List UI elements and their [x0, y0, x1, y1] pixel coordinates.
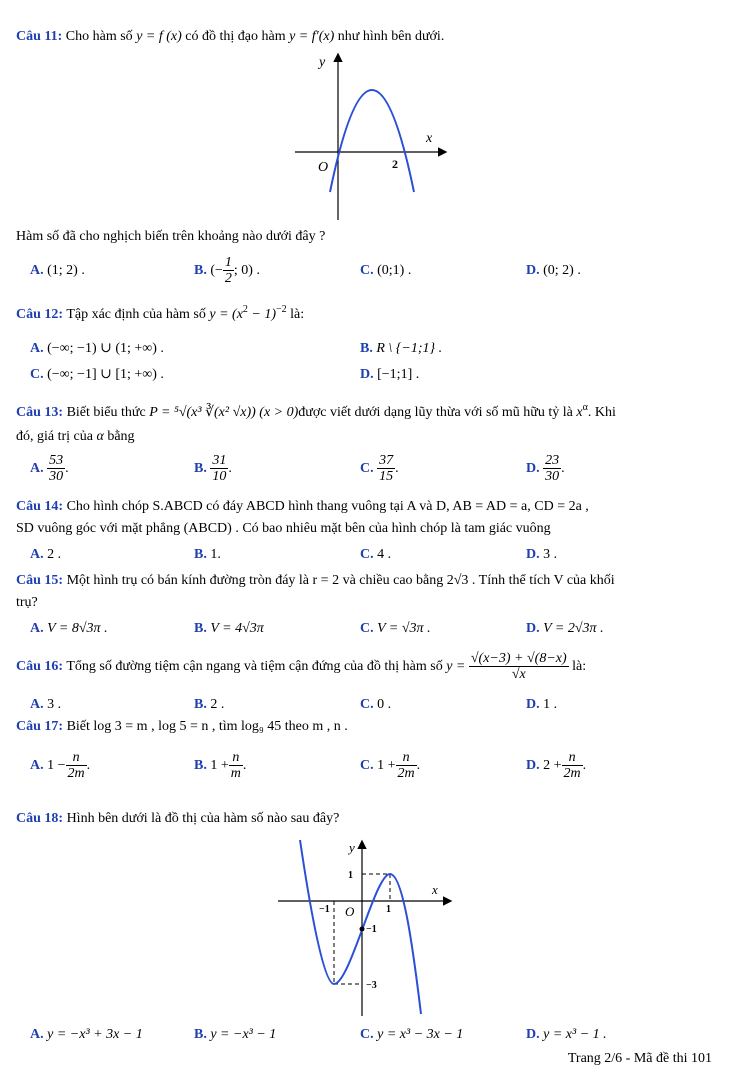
q11-origin-label: O	[318, 160, 329, 175]
q11-option-a[interactable]: A. (1; 2) .	[30, 263, 85, 278]
q14-stem: Câu 14: Cho hình chóp S.ABCD có đáy ABCD hình thang vuông tại A và D, AB = AD = a, CD = 2a ,	[16, 499, 589, 514]
q14-stem-line2: SD vuông góc với mặt phẳng (ABCD) . Có bao nhiêu mặt bên của hình chóp là tam giác vuông	[16, 521, 551, 536]
q15-option-a[interactable]: A. V = 8√3π .	[30, 621, 108, 636]
q11-tick-2: 2	[392, 157, 398, 171]
q16-fraction: $\frac{√(x-3) + √(8-x)}{√x}$	[470, 651, 567, 683]
q15-stem: Câu 15: Một hình trụ có bán kính đường tròn đáy là r = 2 và chiều cao bằng 2√3 . Tính thể tích V của khối	[16, 573, 615, 588]
q13-stem: Câu 13: Biết biểu thức P = ⁵√(x³ ∛(x² √x)) (x > 0)được viết dưới dạng lũy thừa với số mũ hữu tỷ là $x^\alpha$. Khi	[16, 402, 616, 420]
q11-text1: Cho hàm số	[65, 29, 133, 44]
q11-stem	[16, 28, 444, 46]
q18-axis-x-label: x	[432, 882, 438, 897]
q18-tick-y-m3: −3	[366, 980, 377, 991]
q16-stem: Câu 16: Tổng số đường tiệm cận ngang và tiệm cận đứng của đồ thị hàm số y = $\frac{√(x-3) + √(8-x)}{√x}$ là:	[16, 651, 587, 683]
q11-expr2: y = f′(x)	[289, 29, 335, 44]
q12-label: Câu 12:	[16, 307, 64, 322]
q14-option-d[interactable]: D. 3 .	[526, 547, 558, 562]
q18-tick-y-m1: −1	[366, 924, 377, 935]
q16-option-b[interactable]: B. 2 .	[194, 697, 225, 712]
q18-axis-y-label: y	[349, 840, 355, 855]
q18-origin-label: O	[345, 904, 355, 919]
q11-expr1: y = f (x)	[136, 29, 182, 44]
q14-option-a[interactable]: A. 2 .	[30, 547, 62, 562]
q18-option-a[interactable]: A. y = −x³ + 3x − 1	[30, 1027, 143, 1042]
q18-stem: Câu 18: Hình bên dưới là đồ thị của hàm số nào sau đây?	[16, 811, 340, 826]
q12-option-c[interactable]: C. (−∞; −1] ∪ [1; +∞) .	[30, 367, 164, 382]
q11-axis-y-label: y	[319, 55, 326, 70]
q15-option-d[interactable]: D. V = 2√3π .	[526, 621, 604, 636]
q12-stem: Câu 12: Tập xác định của hàm số $y = (x^2 - 1)^{-2}$ là:	[16, 304, 305, 322]
q11-option-c[interactable]: C. (0;1) .	[360, 263, 412, 278]
q14-option-c[interactable]: C. 4 .	[360, 547, 392, 562]
q14-option-b[interactable]: B. 1.	[194, 547, 221, 562]
page-footer: Trang 2/6 - Mã đề thi 101	[567, 1051, 712, 1066]
q18-option-b[interactable]: B. y = −x³ − 1	[194, 1027, 277, 1042]
q18-option-c[interactable]: C. y = x³ − 3x − 1	[360, 1027, 464, 1042]
q17-stem: Câu 17: Biết log 3 = m , log 5 = n , tìm log₉ 45 theo m , n .	[16, 719, 348, 734]
q11-text2: có đồ thị đạo hàm	[185, 29, 286, 44]
q16-option-d[interactable]: D. 1 .	[526, 697, 558, 712]
q18-option-d[interactable]: D. y = x³ − 1 .	[526, 1027, 607, 1042]
q18-point-intercept	[360, 927, 365, 932]
q18-tick-x-m1: −1	[319, 904, 330, 915]
q17-option-b[interactable]: B. 1 + $\frac{n}{m}$ .	[194, 750, 247, 782]
q13-option-c[interactable]: C. $\frac{37}{15}$ .	[360, 453, 399, 485]
q11-curve	[330, 90, 414, 192]
q18-graph	[275, 838, 455, 1018]
q18-tick-y-1: 1	[348, 870, 353, 881]
q11-option-d[interactable]: D. (0; 2) .	[526, 263, 581, 278]
q15-stem-line2: trụ?	[16, 595, 38, 610]
q13-option-b[interactable]: B. $\frac{31}{10}$ .	[194, 453, 232, 485]
q13-stem-line2: đó, giá trị của α bằng	[16, 429, 135, 444]
q11-question: Hàm số đã cho nghịch biến trên khoảng nào dưới đây ?	[16, 229, 326, 244]
q16-option-c[interactable]: C. 0 .	[360, 697, 392, 712]
q15-option-b[interactable]: B. V = 4√3π	[194, 621, 264, 636]
q17-option-d[interactable]: D. 2 + $\frac{n}{2m}$ .	[526, 750, 587, 782]
q11-graph	[290, 50, 450, 222]
q11-text3: như hình bên dưới.	[337, 29, 445, 44]
q12-option-d[interactable]: D. [−1;1] .	[360, 367, 420, 382]
q11-label: Câu 11:	[16, 29, 63, 44]
q18-tick-x-1: 1	[386, 904, 391, 915]
q17-option-c[interactable]: C. 1 + $\frac{n}{2m}$ .	[360, 750, 421, 782]
q16-option-a[interactable]: A. 3 .	[30, 697, 62, 712]
q11-axis-x-label: x	[426, 131, 433, 146]
q12-option-a[interactable]: A. (−∞; −1) ∪ (1; +∞) .	[30, 341, 164, 356]
q13-option-a[interactable]: A. $\frac{53}{30}$ .	[30, 453, 69, 485]
q15-option-c[interactable]: C. V = √3π .	[360, 621, 431, 636]
q13-option-d[interactable]: D. $\frac{23}{30}$ .	[526, 453, 565, 485]
q11-option-b[interactable]: B. (− $\frac{1}{2}$ ; 0) .	[194, 255, 260, 287]
q17-option-a[interactable]: A. 1 − $\frac{n}{2m}$ .	[30, 750, 91, 782]
q12-option-b[interactable]: B. R \ {−1;1} .	[360, 341, 443, 356]
